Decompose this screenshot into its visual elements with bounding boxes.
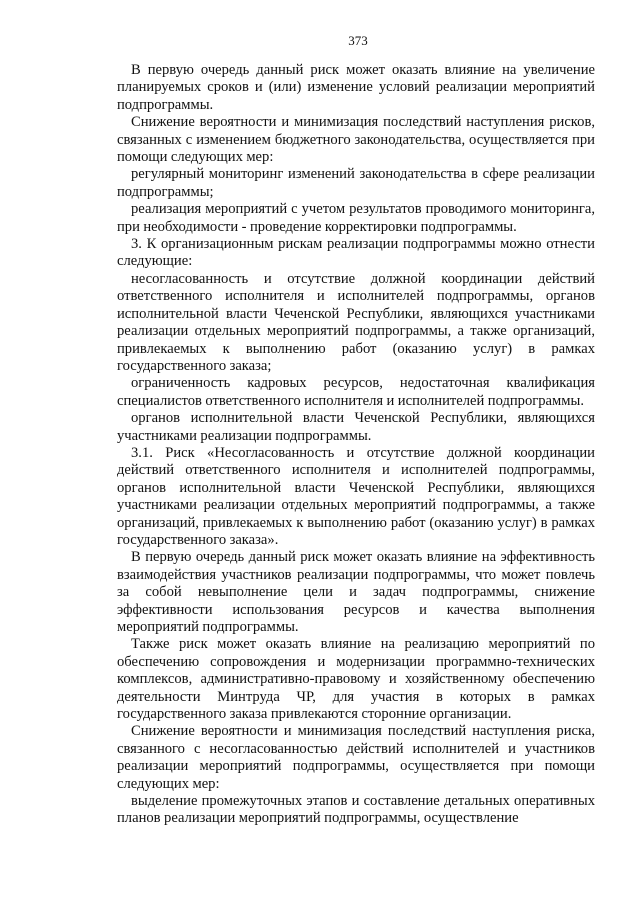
paragraph: В первую очередь данный риск может оказать влияние на увеличение планируемых сроков и (или) изменение условий реализации мероприятий подпрограммы. [117,62,595,113]
paragraph: регулярный мониторинг изменений законодательства в сфере реализации подпрограммы; [117,166,595,200]
paragraph: выделение промежуточных этапов и составление детальных оперативных планов реализации мероприятий подпрограммы, осуществление [117,793,595,827]
document-body [117,62,595,828]
paragraph: реализация мероприятий с учетом результатов проводимого мониторинга, при необходимости - проведение корректировки подпрограммы. [117,201,595,235]
paragraph: 3. К организационным рискам реализации подпрограммы можно отнести следующие: [117,236,595,270]
paragraph: органов исполнительной власти Чеченской Республики, являющихся участниками реализации подпрограммы. [117,410,595,444]
paragraph: В первую очередь данный риск может оказать влияние на эффективность взаимодействия участников реализации подпрограммы, что может повлечь за собой невыполнение цели и задач подпрограммы, снижение эффективности использования ресурсов и качества выполнения мероприятий подпрограммы. [117,549,595,635]
document-page [117,34,595,828]
paragraph: 3.1. Риск «Несогласованность и отсутствие должной координации действий ответственного исполнителя и исполнителей подпрограммы, органов исполнительной власти Чеченской Республики, являющихся участниками реализации отдельных мероприятий подпрограммы, а также организаций, привлекаемых к выполнению работ (оказанию услуг) в рамках государственного заказа». [117,444,595,548]
page-number: 373 [348,33,368,48]
paragraph: несогласованность и отсутствие должной координации действий ответственного исполнителя и исполнителей подпрограммы, органов исполнительной власти Чеченской Республики, являющихся участниками реализации отдельных мероприятий подпрограммы, а также организаций, привлекаемых к выполнению работ (оказанию услуг) в рамках государственного заказа; [117,270,595,374]
paragraph: Также риск может оказать влияние на реализацию мероприятий по обеспечению сопровождения и модернизации программно-технических комплексов, административно-правовому и хозяйственному обеспечению деятельности Минтруда ЧР, для участия в которых в рамках государственного заказа привлекаются сторонние организации. [117,636,595,723]
paragraph: Снижение вероятности и минимизация последствий наступления риска, связанного с несогласованностью действий исполнителей и участников реализации мероприятий подпрограммы, осуществляется при помощи следующих мер: [117,723,595,792]
paragraph: ограниченность кадровых ресурсов, недостаточная квалификация специалистов ответственного исполнителя и исполнителей подпрограммы. [117,375,595,409]
paragraph: Снижение вероятности и минимизация последствий наступления рисков, связанных с изменением бюджетного законодательства, осуществляется при помощи следующих мер: [117,114,595,166]
